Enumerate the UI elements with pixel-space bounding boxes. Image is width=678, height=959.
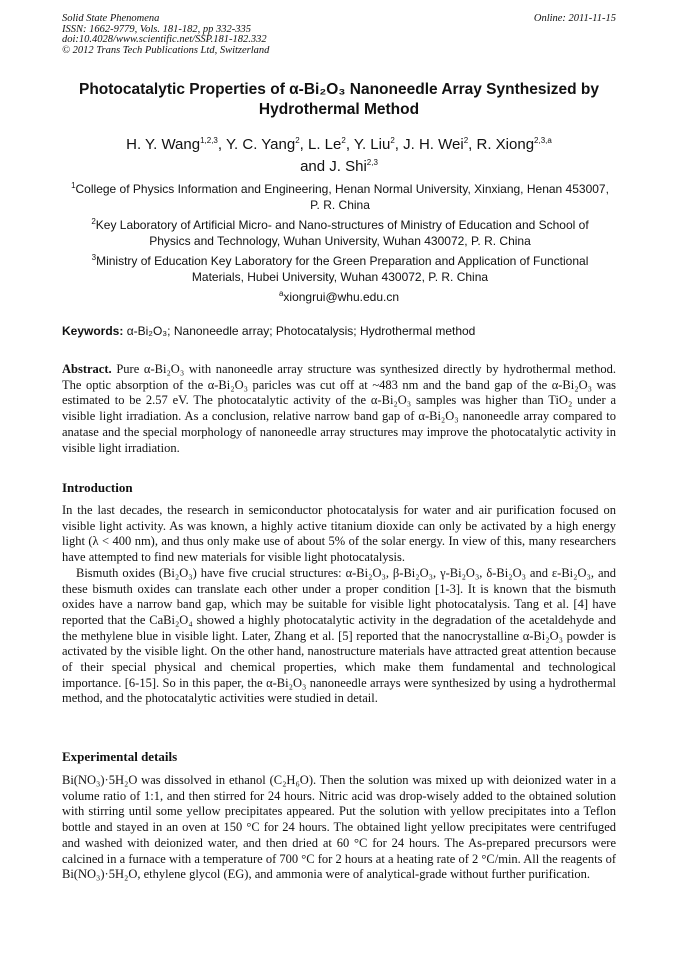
paper-title: Photocatalytic Properties of α-Bi₂O₃ Nanoneedle Array Synthesized by Hydrothermal Method — [79, 81, 599, 118]
affiliation-sup: 2 — [91, 217, 96, 226]
author-sup: 2,3,a — [534, 136, 552, 145]
author-sup: 1,2,3 — [200, 136, 218, 145]
author-sup: 2 — [390, 136, 395, 145]
affiliation-sup: 1 — [71, 181, 76, 190]
author-name: J. Shi — [329, 158, 367, 175]
author-name: J. H. Wei — [403, 136, 464, 153]
experimental-paragraph-1: Bi(NO₃)·5H₂O was dissolved in ethanol (C₂H₆O). Then the solution was mixed up with deionized water in a volume ratio of 1:1, and then stirred for 24 hours. Nitric acid was drop-wisely added to the obtained solution with stirring until some yellow precipitates appeared. Put the solution with yellow precipitates into a Teflon bottle and stayed in an oven at 150 °C for 24 hours. The obtained light yellow precipitates were centrifuged and washed with deionized water, and then dried at 60 °C for 24 hours. The As-prepared precursors were calcined in a furnace with a temperature of 700 °C for 2 hours at a heating rate of 2 °C/min. All the reagents of Bi(NO₃)·5H₂O, ethylene glycol (EG), and ammonia were of analytical-grade without further purification. — [62, 773, 616, 882]
keywords-label: Keywords: — [62, 324, 124, 338]
introduction-heading: Introduction — [62, 480, 133, 495]
author-name: H. Y. Wang — [126, 136, 201, 153]
introduction-paragraph-2: Bismuth oxides (Bi₂O₃) have five crucial structures: α-Bi₂O₃, β-Bi₂O₃, γ-Bi₂O₃, δ-Bi₂O₃ and ε-Bi₂O₃, and these bismuth oxides can translate each other under a proper condition [1-3]. It is known that the bismuth oxides have a narrow band gap, which may be suitable for visible light photocatalysis. Tang et al. [4] have reported that the CaBi₂O₄ showed a highly photocatalytic activity in the degradation of the acetaldehyde and the methylene blue in visible light. Later, Zhang et al. [5] reported that the nanocrystalline α-Bi₂O₃ powder is activated by the visible light. On the other hand, nanostructure materials have attracted great attention because of their special physical and chemical properties, which make them fundamental and technological importance. [6-15]. So in this paper, the α-Bi₂O₃ nanoneedle arrays were synthesized by using a hydrothermal method, and the photocatalytic activities were studied in detail. — [62, 565, 616, 706]
abstract — [62, 362, 616, 456]
author-and: and — [300, 158, 326, 175]
affiliation-text: Ministry of Education Key Laboratory for the Green Preparation and Application of Functional Materials, Hubei University, Wuhan 430072, P. R. China — [96, 254, 589, 284]
experimental-heading: Experimental details — [62, 749, 178, 764]
author-name: R. Xiong — [476, 136, 535, 153]
abstract-label: Abstract. — [62, 362, 112, 376]
affiliation-2 — [70, 218, 610, 249]
online-date: Online: 2011-11-15 — [533, 13, 616, 24]
affiliation-text: Key Laboratory of Artificial Micro- and Nano-structures of Ministry of Education and School of Physics and Technology, Wuhan University, Wuhan 430072, P. R. China — [95, 218, 589, 248]
affiliation-3 — [70, 254, 610, 285]
introduction-paragraph-1: In the last decades, the research in semiconductor photocatalysis for water and air purification focused on visible light activity. As was known, a highly active titanium dioxide can only be activated by a high energy light (λ < 400 nm), and thus only make use of about 5% of the solar energy. In view of this, many researchers have attempted to find new materials for visible light photocatalysis. — [62, 503, 616, 565]
affiliation-sup: 3 — [91, 253, 97, 262]
author-sup: 2 — [463, 136, 469, 145]
email-link[interactable]: xiongrui@whu.edu.cn — [283, 290, 400, 304]
affiliation-1 — [70, 182, 610, 213]
author-sup: 2 — [341, 136, 346, 145]
doi-line: doi:10.4028/www.scientific.net/SSP.181-182.332 — [62, 34, 267, 45]
email-sup: a — [278, 289, 284, 298]
keywords-line — [62, 324, 616, 339]
keywords-text: α-Bi₂O₃; Nanoneedle array; Photocatalysis; Hydrothermal method — [126, 324, 476, 338]
author-list: H. Y. Wang$^{1,2,3}$, Y. C. Yang$^2$, L. Le$^2$, Y. Liu$^2$, J. H. Wei$^2$, R. Xiong$^{2,3,a}$ and J. Shi$^{2,3}$ — [126, 136, 552, 175]
journal-header — [62, 14, 616, 56]
author-sup: 2 — [295, 136, 300, 145]
author-name: Y. Liu — [353, 136, 391, 153]
introduction-body — [62, 503, 616, 707]
author-name: L. Le — [307, 136, 342, 153]
author-name: Y. C. Yang — [225, 136, 296, 153]
journal-name: Solid State Phenomena — [62, 13, 160, 24]
copyright-line: © 2012 Trans Tech Publications Ltd, Switzerland — [62, 44, 270, 56]
email-line — [62, 290, 616, 304]
author-sup: 2,3 — [366, 158, 378, 167]
abstract-text: Pure α-Bi₂O₃ with nanoneedle array structure was synthesized directly by hydrothermal method. The optic absorption of the α-Bi₂O₃ paricles was cut off at ~483 nm and the band gap of the α-Bi₂O₃ was estimated to be 2.57 eV. The photocatalytic activity of the α-Bi₂O₃ samples was higher than TiO₂ under a visible light irradiation. As a conclusion, relative narrow band gap of α-Bi₂O₃ nanoneedle array compared to anatase and the special morphology of nanoneedle array structures may improve the photocatalytic activity in visible light irradiation. — [62, 362, 616, 455]
issn-line: ISSN: 1662-9779, Vols. 181-182, pp 332-335 — [62, 23, 251, 35]
affiliation-text: College of Physics Information and Engineering, Henan Normal University, Xinxiang, Henan 453007, P. R. China — [75, 182, 609, 212]
experimental-body — [62, 773, 616, 883]
